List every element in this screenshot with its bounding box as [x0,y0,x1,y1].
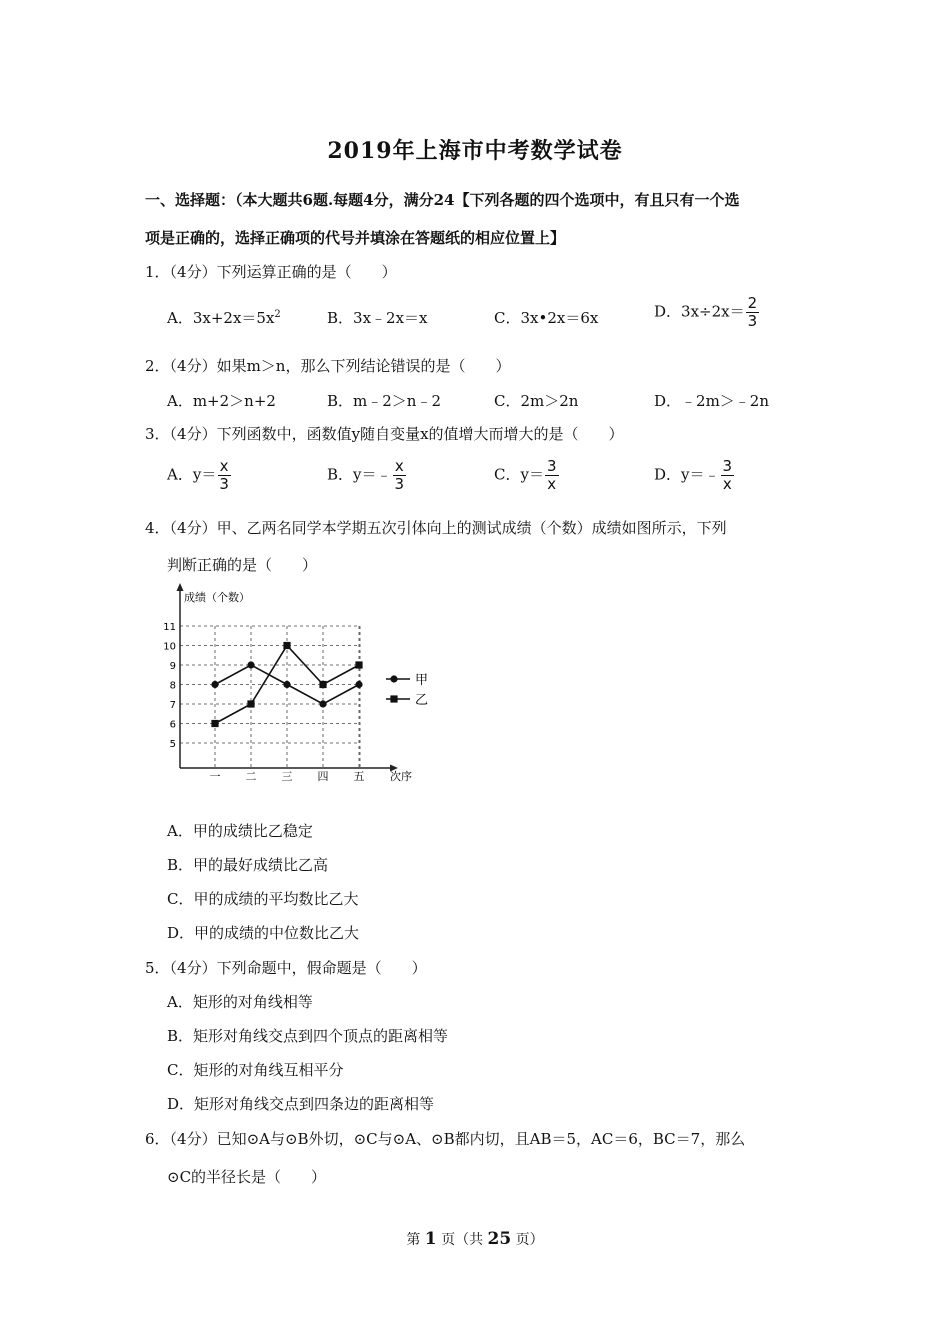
legend-marker [390,695,397,702]
question-4-option-d: D．甲的成绩的中位数比乙大 [167,924,360,942]
data-point-甲 [211,681,218,688]
question-6-stem-line2: ⊙C的半径长是（ ） [167,1168,327,1186]
question-3-option-b: B．y＝﹣ $\frac{x}{3}$ [327,457,405,493]
question-5-stem: 5．（4分）下列命题中，假命题是（ ） [145,959,427,977]
y-tick-label: 10 [163,641,176,653]
x-tick-label: 三 [281,770,293,783]
question-6-stem-line1: 6．（4分）已知⊙A与⊙B外切，⊙C与⊙A、⊙B都内切，且AB＝5，AC＝6，BC＝7，那么 [145,1130,746,1148]
question-3-option-c: C．y＝ $\frac{3}{x}$ [494,457,557,493]
section-heading-line2: 项是正确的，选择正确项的代号并填涂在答题纸的相应位置上】 [145,229,566,247]
x-axis-label: 次序 [390,770,412,783]
question-1-option-d: D．3x÷2x＝ $\frac{2}{3}$ [654,294,758,330]
question-5-option-c: C．矩形的对角线互相平分 [167,1061,344,1079]
y-tick-label: 5 [169,739,176,750]
fraction: $\frac{2}{3}$ [747,294,758,330]
fraction: $\frac{3}{x}$ [722,457,733,493]
y-tick-label: 11 [163,622,176,633]
question-4-stem-line2: 判断正确的是（ ） [167,556,318,574]
question-2-option-d: D．﹣2m＞﹣2n [654,392,769,410]
page-number: 1 [424,1229,437,1249]
legend-label: 甲 [415,673,429,688]
question-1-stem: 1．（4分）下列运算正确的是（ ） [145,263,397,281]
question-4-stem-line1: 4．（4分）甲、乙两名同学本学期五次引体向上的测试成绩（个数）成绩如图所示，下列 [145,519,727,537]
section-heading-line1: 一、选择题：（本大题共6题.每题4分，满分24【下列各题的四个选项中，有且只有一个选 [145,191,740,209]
data-point-乙 [319,681,326,688]
question-2-option-a: A．m+2＞n+2 [167,392,276,410]
page-footer: 第 1 页（共 25 页） [406,1229,544,1249]
y-tick-label: 8 [169,680,176,692]
data-point-乙 [247,700,254,707]
page-total: 25 [487,1229,512,1249]
data-point-甲 [355,681,362,688]
y-axis-label: 成绩（个数） [184,591,250,604]
question-3-option-d: D．y＝﹣ $\frac{3}{x}$ [654,457,733,493]
data-point-乙 [355,661,362,668]
question-5-option-a: A．矩形的对角线相等 [167,993,313,1011]
question-4-option-c: C．甲的成绩的平均数比乙大 [167,890,359,908]
question-3-option-a: A．y＝ $\frac{x}{3}$ [167,457,229,493]
y-axis-arrow [177,583,184,591]
data-point-乙 [211,720,218,727]
question-5-option-b: B．矩形对角线交点到四个顶点的距离相等 [167,1027,449,1045]
data-point-乙 [283,642,290,649]
question-2-option-b: B．m﹣2＞n﹣2 [327,392,441,410]
fraction: $\frac{x}{3}$ [219,457,229,493]
question-2-stem: 2．（4分）如果m＞n，那么下列结论错误的是（ ） [145,357,511,375]
question-5-option-d: D．矩形对角线交点到四条边的距离相等 [167,1095,435,1113]
legend-label: 乙 [415,693,429,708]
question-1-option-a: A．$3x+2x=5x^2$ [167,309,281,327]
x-tick-label: 一 [209,770,221,783]
fraction: $\frac{3}{x}$ [546,457,557,493]
question-1-option-b: B．3x﹣2x＝x [327,309,428,327]
y-tick-label: 9 [169,661,176,672]
fraction: $\frac{x}{3}$ [394,457,405,493]
score-line-chart [150,580,440,795]
x-tick-label: 二 [245,770,257,783]
page-title: 2019年上海市中考数学试卷 [327,138,623,164]
data-point-甲 [319,700,326,707]
data-point-甲 [247,661,254,668]
question-3-stem: 3．（4分）下列函数中，函数值y随自变量x的值增大而增大的是（ ） [145,425,624,443]
legend-marker [390,675,397,682]
question-1-option-c: C．3x•2x＝6x [494,309,599,327]
y-tick-label: 7 [169,700,176,711]
x-tick-label: 四 [317,770,329,783]
question-4-option-a: A．甲的成绩比乙稳定 [167,822,313,840]
data-point-甲 [283,681,290,688]
y-tick-label: 6 [169,719,176,731]
question-2-option-c: C．2m＞2n [494,392,579,410]
question-4-option-b: B．甲的最好成绩比乙高 [167,856,329,874]
x-tick-label: 五 [353,770,365,783]
